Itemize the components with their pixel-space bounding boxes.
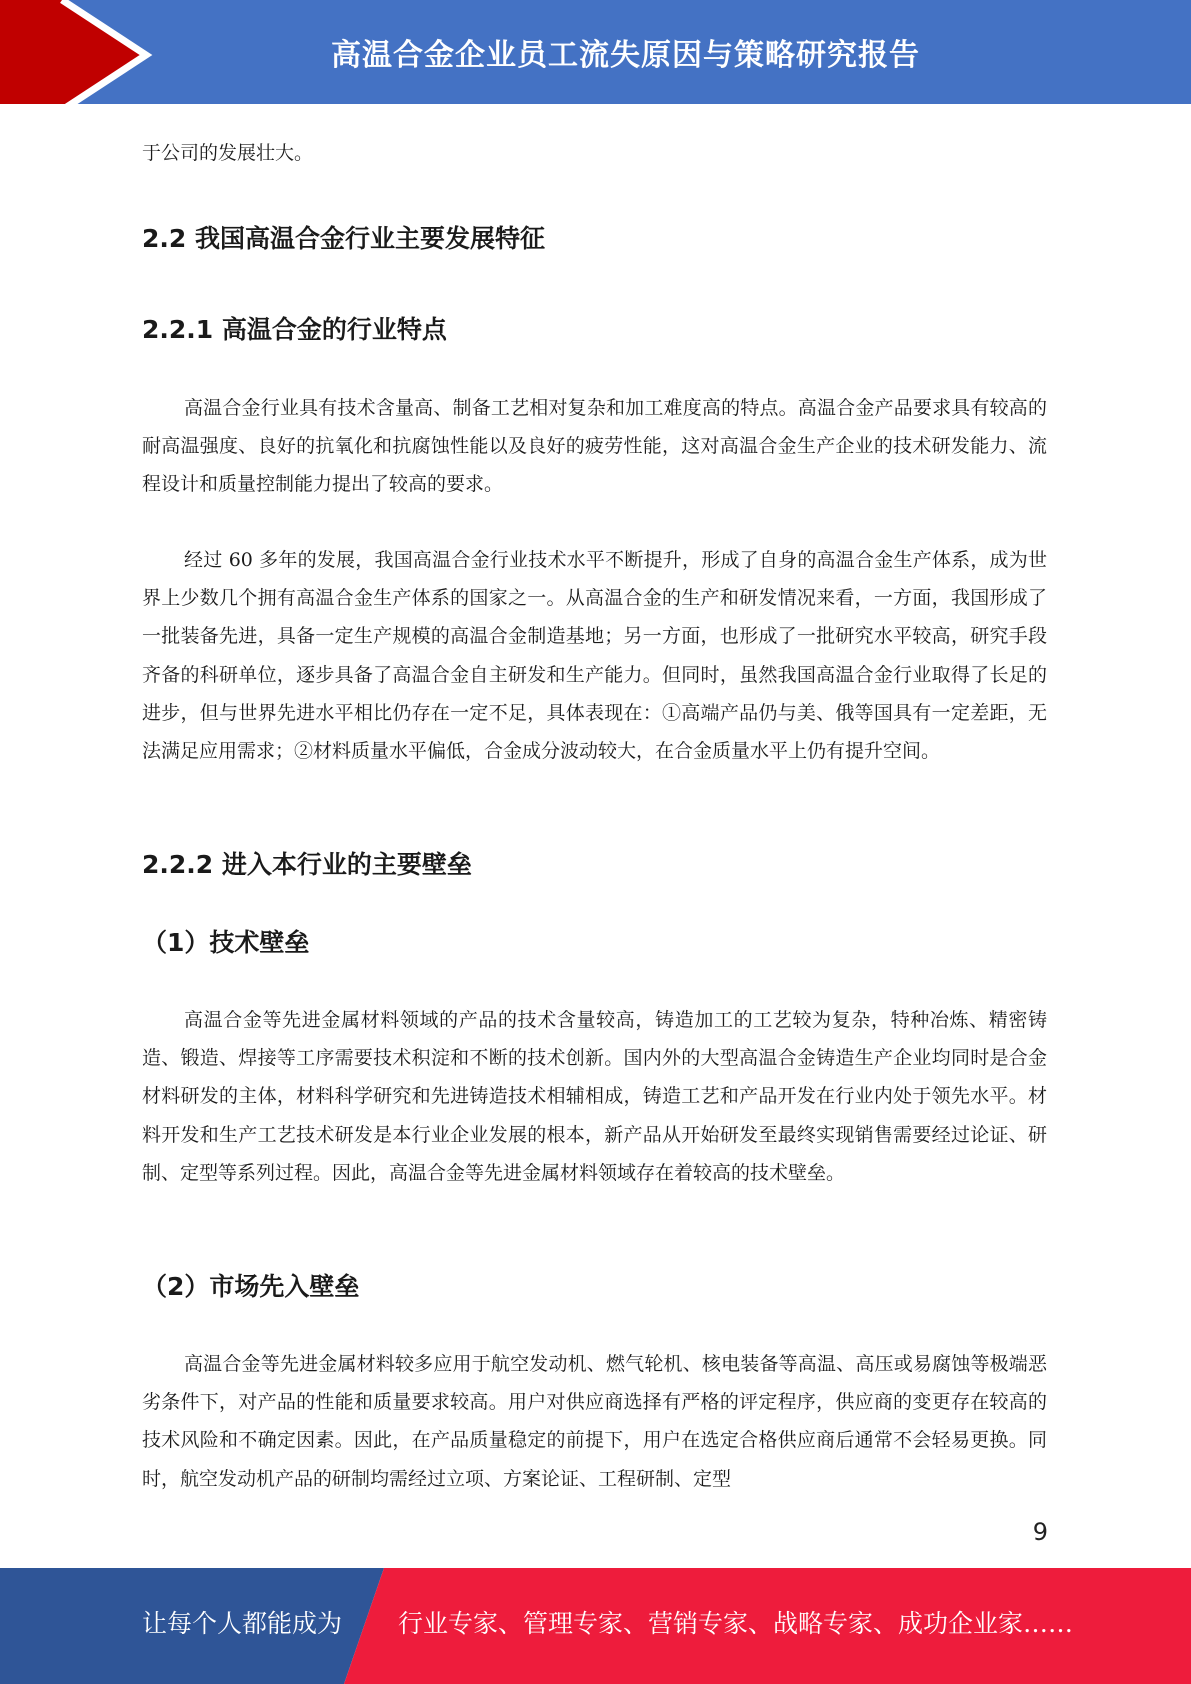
page-header bbox=[0, 0, 1191, 110]
report-title: 高温合金企业员工流失原因与策略研究报告 bbox=[331, 38, 920, 73]
section-heading-2-2-1: 2.2.1 高温合金的行业特点 bbox=[142, 315, 447, 344]
section-heading-2-2: 2.2 我国高温合金行业主要发展特征 bbox=[142, 224, 545, 253]
footer-slogan-right: 行业专家、管理专家、营销专家、战略专家、成功企业家…… bbox=[398, 1609, 1074, 1638]
continuation-text: 于公司的发展壮大。 bbox=[142, 142, 314, 164]
section-heading-2-2-2: 2.2.2 进入本行业的主要壁垒 bbox=[142, 850, 472, 879]
page-number: 9 bbox=[1032, 1518, 1048, 1546]
paragraph-technical-barrier: 高温合金等先进金属材料领域的产品的技术含量较高，铸造加工的工艺较为复杂，特种冶炼、精密铸造、锻造、焊接等工序需要技术积淀和不断的技术创新。国内外的大型高温合金铸造生产企业均同时是合金材料研发的主体，材料科学研究和先进铸造技术相辅相成，铸造工艺和产品开发在行业内处于领先水平。材料开发和生产工艺技术研发是本行业企业发展的根本，新产品从开始研发至最终实现销售需要经过论证、研制、定型等系列过程。因此，高温合金等先进金属材料领域存在着较高的技术壁垒。 bbox=[142, 1009, 1047, 1184]
paragraph-market-barrier: 高温合金等先进金属材料较多应用于航空发动机、燃气轮机、核电装备等高温、高压或易腐蚀等极端恶劣条件下，对产品的性能和质量要求较高。用户对供应商选择有严格的评定程序，供应商的变更存在较高的技术风险和不确定因素。因此，在产品质量稳定的前提下，用户在选定合格供应商后通常不会轻易更换。同时，航空发动机产品的研制均需经过立项、方案论证、工程研制、定型 bbox=[142, 1353, 1047, 1490]
page-footer bbox=[0, 1568, 1191, 1684]
subheading-technical-barrier: （1）技术壁垒 bbox=[142, 928, 310, 957]
footer-slogan-left: 让每个人都能成为 bbox=[142, 1609, 343, 1638]
paragraph-development-history: 经过 60 多年的发展，我国高温合金行业技术水平不断提升，形成了自身的高温合金生产体系，成为世界上少数几个拥有高温合金生产体系的国家之一。从高温合金的生产和研发情况来看，一方面，我国形成了一批装备先进，具备一定生产规模的高温合金制造基地；另一方面，也形成了一批研究水平较高，研究手段齐备的科研单位，逐步具备了高温合金自主研发和生产能力。但同时，虽然我国高温合金行业取得了长足的进步，但与世界先进水平相比仍存在一定不足，具体表现在：①高端产品仍与美、俄等国具有一定差距，无法满足应用需求；②材料质量水平偏低，合金成分波动较大，在合金质量水平上仍有提升空间。 bbox=[142, 549, 1047, 763]
paragraph-industry-features: 高温合金行业具有技术含量高、制备工艺相对复杂和加工难度高的特点。高温合金产品要求具有较高的耐高温强度、良好的抗氧化和抗腐蚀性能以及良好的疲劳性能，这对高温合金生产企业的技术研发能力、流程设计和质量控制能力提出了较高的要求。 bbox=[142, 397, 1047, 496]
subheading-market-barrier: （2）市场先入壁垒 bbox=[142, 1272, 360, 1301]
